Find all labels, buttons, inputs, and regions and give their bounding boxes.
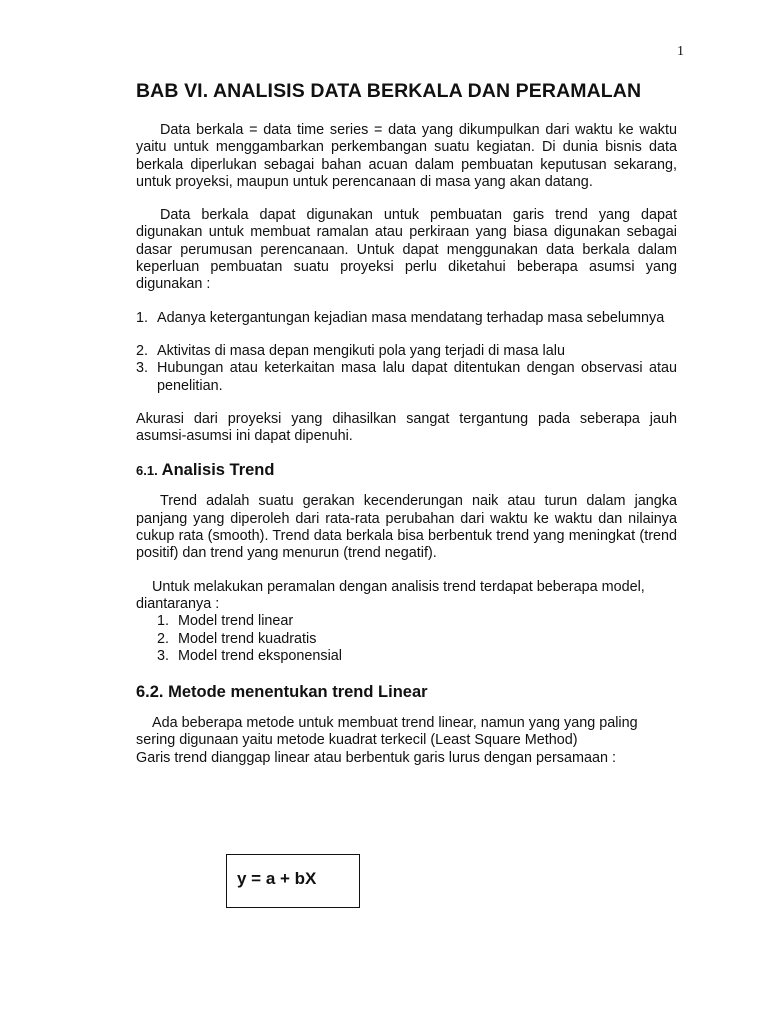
list-number: 1. <box>136 309 149 326</box>
assumption-item <box>136 360 677 395</box>
document-body <box>136 76 677 783</box>
list-item-text: Model trend eksponensial <box>178 647 342 664</box>
model-item <box>157 631 677 648</box>
intro-paragraph-1: Data berkala = data time series = data yang dikumpulkan dari waktu ke waktu yaitu untuk menggambarkan perkembangan suatu kegiatan. Di dunia bisnis data berkala diperlukan sebagai bahan acuan dalam pembuatan keputusan sekarang, untuk proyeksi, maupun untuk perencanaan di masa yang akan datang. <box>136 122 677 190</box>
list-item-text: Model trend linear <box>178 613 294 630</box>
assumptions-list <box>136 310 677 395</box>
trend-paragraph: Trend adalah suatu gerakan kecenderungan naik atau turun dalam jangka panjang yang diperoleh dari rata-rata perubahan dari waktu ke waktu dan nilainya cukup rata (smooth). Trend data berkala bisa berbentuk trend yang meningkat (trend positif) dan trend yang menurun (trend negatif). <box>136 493 677 562</box>
linear-equation-intro: Garis trend dianggap linear atau berbentuk garis lurus dengan persamaan : <box>136 749 616 766</box>
accuracy-paragraph: Akurasi dari proyeksi yang dihasilkan sangat tergantung pada seberapa jauh asumsi-asumsi ini dapat dipenuhi. <box>136 410 677 445</box>
section-heading-analisis-trend <box>136 461 677 480</box>
formula-box <box>226 854 360 908</box>
list-number: 3. <box>157 647 170 664</box>
list-number: 3. <box>136 360 149 377</box>
linear-trend-formula: y = a + bX <box>237 869 317 888</box>
list-item-text: Hubungan atau keterkaitan masa lalu dapat ditentukan dengan observasi atau penelitian. <box>157 360 677 394</box>
model-item <box>157 613 677 630</box>
model-item <box>157 648 677 665</box>
assumption-item <box>136 343 677 360</box>
list-item-text: Adanya ketergantungan kejadian masa mendatang terhadap masa sebelumnya <box>157 309 665 326</box>
chapter-title: BAB VI. ANALISIS DATA BERKALA DAN PERAMALAN <box>136 80 642 102</box>
page-number: 1 <box>677 44 684 59</box>
models-intro-paragraph: Untuk melakukan peramalan dengan analisis trend terdapat beberapa model, diantaranya : <box>136 578 645 612</box>
list-number: 1. <box>157 613 170 630</box>
section-heading-metode-trend-linear: 6.2. Metode menentukan trend Linear <box>136 683 428 702</box>
section-number: 6.1. <box>136 463 158 479</box>
assumption-item <box>136 310 677 327</box>
list-item-text: Model trend kuadratis <box>178 630 317 647</box>
list-item-text: Aktivitas di masa depan mengikuti pola yang terjadi di masa lalu <box>157 342 565 359</box>
list-number: 2. <box>157 630 170 647</box>
trend-models-list <box>157 613 677 665</box>
section-title: Analisis Trend <box>161 461 275 480</box>
intro-paragraph-2: Data berkala dapat digunakan untuk pembuatan garis trend yang dapat digunakan untuk membuat ramalan atau perkiraan yang biasa digunakan sebagai dasar perumusan perencanaan. Untuk dapat menggunakan data berkala dalam keperluan pembuatan suatu proyeksi perlu diketahui beberapa asumsi yang digunakan : <box>136 207 677 293</box>
list-number: 2. <box>136 342 149 359</box>
least-square-paragraph: Ada beberapa metode untuk membuat trend linear, namun yang yang paling sering digunaan yaitu metode kuadrat terkecil (Least Square Method) <box>136 715 638 749</box>
